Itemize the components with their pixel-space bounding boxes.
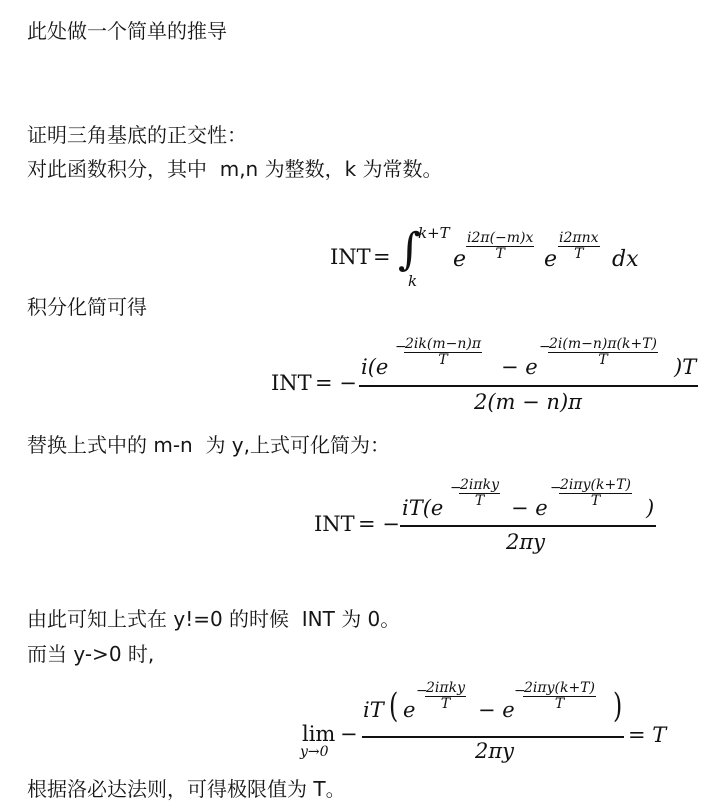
eq4-exponent2: 2iπy(k+T) T xyxy=(524,680,595,712)
section-heading: 证明三角基底的正交性： xyxy=(27,123,247,147)
eq1-differential: dx xyxy=(612,247,639,272)
eq1-exponent2: i2πnx T xyxy=(559,230,599,262)
eq2-equals: = − xyxy=(315,371,357,395)
lim-label: lim xyxy=(302,722,336,746)
eq3-fraction-bar xyxy=(400,525,656,527)
eq1-base1: e xyxy=(453,247,467,272)
eq3-exponent2: 2iπy(k+T) T xyxy=(560,477,631,509)
eq2-num-prefix: i(e xyxy=(361,355,389,379)
integral-sign: ∫ xyxy=(398,224,421,275)
eq1-exponent1: $\frac{i2\pi(-m)x}{T}$ xyxy=(467,230,534,262)
eq4-exponent1: 2iπky T xyxy=(426,680,465,712)
eq4-base1: e xyxy=(403,698,416,722)
eq2-denominator: 2(m − n)π xyxy=(474,390,582,414)
eq3-minus: − e xyxy=(511,496,548,520)
eq4-fraction-bar xyxy=(362,736,624,738)
eq2-lhs: INT xyxy=(271,371,312,395)
eq3-equals: = − xyxy=(358,512,400,536)
setup-text: 对此函数积分，其中 m,n 为整数，k 为常数。 xyxy=(27,157,443,181)
eq4-denominator: 2πy xyxy=(475,739,515,763)
eq2-fraction-bar xyxy=(359,385,698,387)
eq3-exponent1: 2iπky T xyxy=(460,477,499,509)
eq1-lower-limit: k xyxy=(408,272,418,290)
eq1-upper-limit: k+T xyxy=(418,224,450,242)
eq3-denominator: 2πy xyxy=(506,530,546,554)
eq4-result: = T xyxy=(628,723,667,747)
equation-limit: lim y→0 − iT ( e − 2iπky T − e − 2iπy(k+T) T ) 2πy = T xyxy=(300,680,667,763)
conclusion-text-2: 而当 y->0 时, xyxy=(27,642,155,666)
eq1-lhs: INT xyxy=(330,245,371,269)
eq4-negative: − xyxy=(340,722,358,746)
eq4-num-prefix: iT xyxy=(363,698,384,722)
substitute-text: 替换上式中的 m-n 为 y,上式可化简为： xyxy=(27,433,390,457)
eq2-exponent1: $\frac{2ik(m-n)\pi}{T}$ xyxy=(405,336,482,368)
eq3-num-suffix: ) xyxy=(646,496,655,520)
eq4-left-paren: ( xyxy=(388,686,399,726)
simplify-text: 积分化简可得 xyxy=(27,295,147,319)
equation-substituted: INT = − iT(e − 2iπky T − e − 2iπy(k+T) T ) 2πy xyxy=(314,477,655,554)
equation-simplified: INT = − i(e − $\frac{2ik(m-n)\pi}{T}$ − e − $\frac{2i(m-n)\pi(k+T)}{T}$ )T 2(m − n)π xyxy=(271,336,697,414)
final-text: 根据洛必达法则，可得极限值为 T。 xyxy=(27,777,346,801)
lim-subscript: y→0 xyxy=(300,744,329,760)
eq2-minus: − e xyxy=(501,355,538,379)
eq2-exponent2: $\frac{2i(m-n)\pi(k+T)}{T}$ xyxy=(549,336,658,368)
eq4-minus: − e xyxy=(478,698,515,722)
eq2-num-suffix: )T xyxy=(674,355,697,379)
intro-text: 此处做一个简单的推导 xyxy=(27,19,227,43)
eq1-base2: e xyxy=(544,247,558,272)
eq4-right-paren: ) xyxy=(612,686,623,726)
eq3-lhs: INT xyxy=(314,512,355,536)
conclusion-text-1: 由此可知上式在 y!=0 的时候 INT 为 0。 xyxy=(27,607,401,631)
eq1-equals: = xyxy=(373,245,391,269)
eq3-num-prefix: iT(e xyxy=(402,496,444,520)
